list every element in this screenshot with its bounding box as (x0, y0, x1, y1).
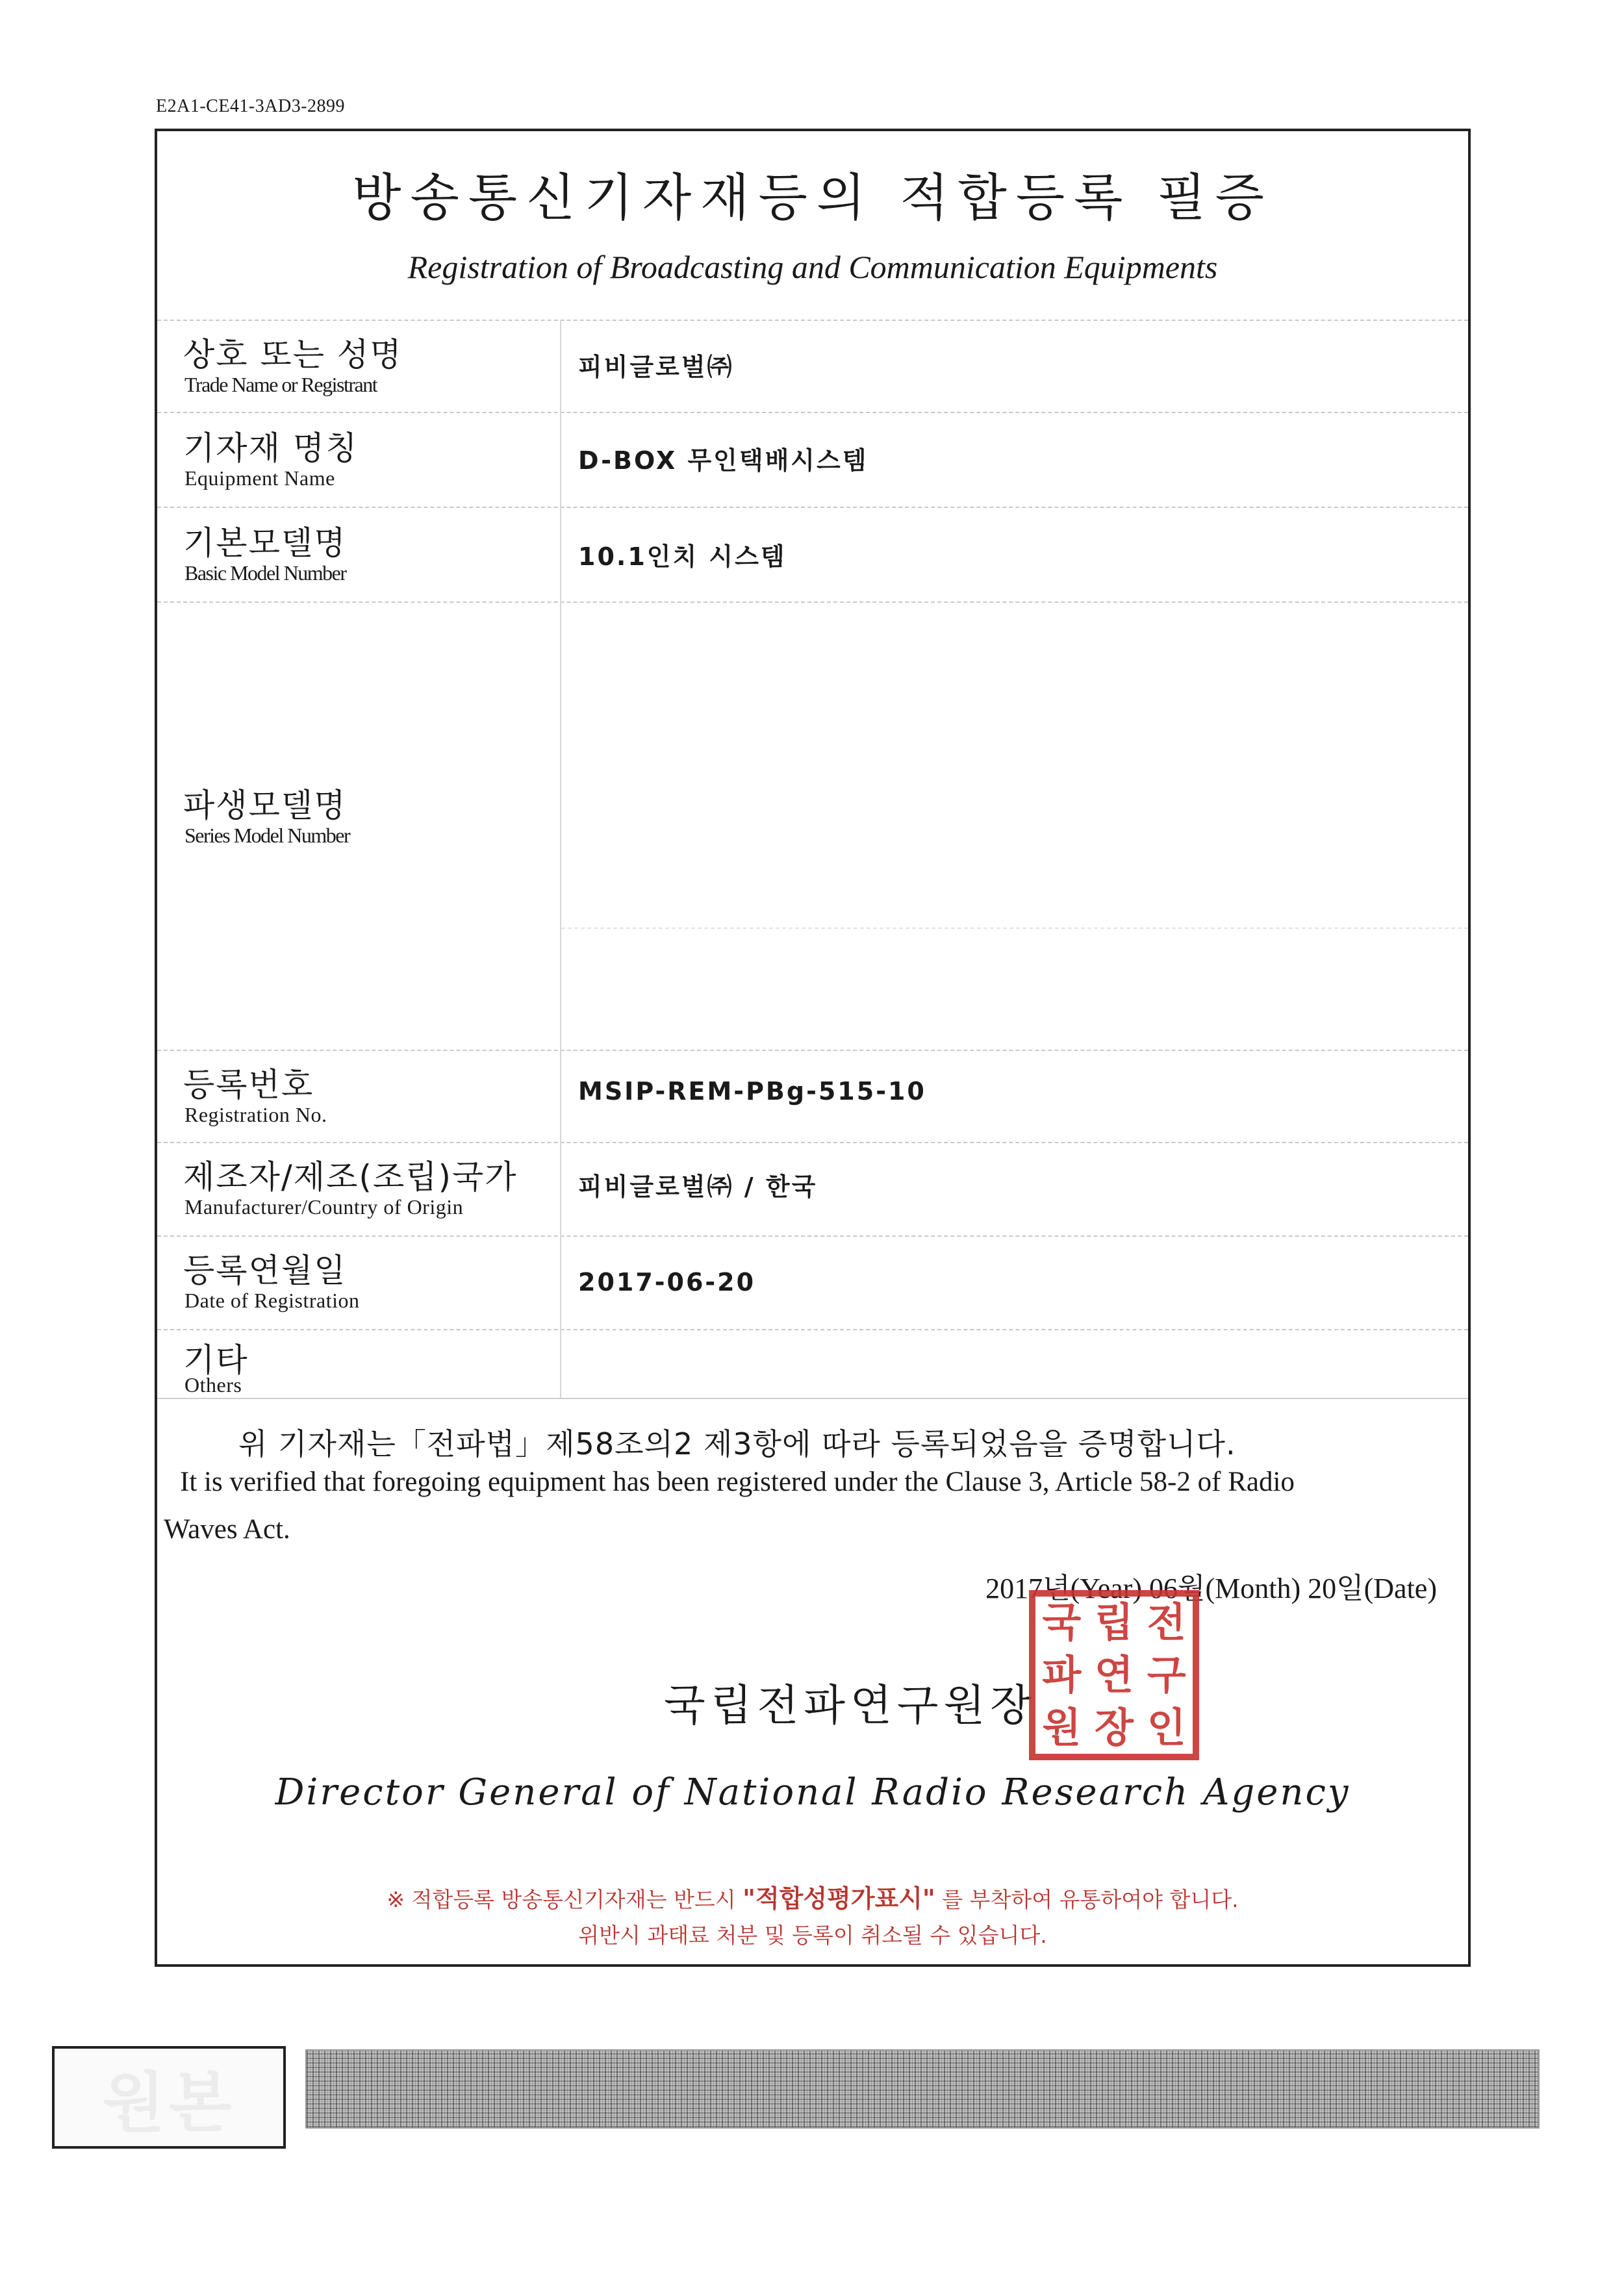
value-registration-date: 2017-06-20 (578, 1268, 756, 1296)
row-trade-name (157, 320, 1468, 412)
value-manufacturer: 피비글로벌㈜ / 한국 (578, 1172, 818, 1201)
value-equipment-name: D-BOX 무인택배시스템 (578, 446, 869, 475)
label-en: Series Model Number (184, 824, 350, 847)
seal-char: 전 (1147, 1599, 1186, 1647)
label-cell (157, 1143, 561, 1235)
seal-char: 인 (1147, 1703, 1186, 1751)
label-ko: 기자재 명칭 (183, 429, 359, 467)
notice-emphasis: "적합성평가표시" (742, 1884, 935, 1913)
certification-ko: 위 기자재는「전파법」제58조의2 제3항에 따라 등록되었음을 증명합니다. (238, 1426, 1236, 1461)
issue-date: 2017년(Year) 06월(Month) 20일(Date) (985, 1573, 1437, 1604)
label-ko: 기본모델명 (183, 524, 347, 562)
original-stamp-box (52, 2046, 286, 2149)
value-registration-no: MSIP-REM-PBg-515-10 (578, 1077, 926, 1106)
label-en: Others (184, 1373, 242, 1397)
notice-part1: ※ 적합등록 방송통신기자재는 반드시 (387, 1887, 736, 1912)
notice-part2: 를 부착하여 유통하여야 합니다. (942, 1887, 1239, 1912)
certification-en-line1: It is verified that foregoing equipment has been registered under the Clause 3, Article 58-2 of Radio (180, 1467, 1295, 1497)
row-registration-date (157, 1235, 1468, 1329)
seal-char: 국 (1042, 1599, 1082, 1647)
value-basic-model: 10.1인치 시스템 (578, 542, 787, 571)
certificate-frame (155, 129, 1471, 1967)
label-en: Registration No. (184, 1103, 327, 1126)
label-en: Manufacturer/Country of Origin (184, 1195, 464, 1219)
label-en: Trade Name or Registrant (184, 373, 377, 396)
row-equipment-name (157, 412, 1468, 507)
label-ko: 파생모델명 (183, 787, 347, 824)
title-english: Registration of Broadcasting and Communication Equipments (407, 249, 1218, 285)
notice-line1 (157, 1878, 1468, 1914)
label-ko: 상호 또는 성명 (183, 336, 403, 373)
label-cell (157, 1051, 561, 1142)
label-ko: 기타 (183, 1341, 249, 1379)
security-pattern-strip (305, 2049, 1540, 2129)
table-bottom-line (157, 1398, 1468, 1399)
seal-char: 파 (1042, 1650, 1082, 1699)
value-trade-name: 피비글로벌㈜ (578, 353, 734, 381)
label-cell (157, 603, 561, 1050)
label-en: Date of Registration (184, 1289, 360, 1312)
label-en: Equipment Name (184, 466, 335, 490)
label-ko: 등록번호 (183, 1066, 314, 1104)
official-seal (1029, 1590, 1199, 1760)
row-manufacturer (157, 1142, 1468, 1235)
label-ko: 제조자/제조(조립)국가 (183, 1158, 518, 1196)
row-basic-model (157, 507, 1468, 601)
issuer-english: Director General of National Radio Research Agency (275, 1771, 1351, 1814)
seal-char: 원 (1042, 1703, 1082, 1751)
row-others (157, 1329, 1468, 1398)
label-ko: 등록연월일 (183, 1252, 347, 1289)
label-cell (157, 508, 561, 601)
row-series-model (157, 601, 1468, 1050)
label-cell (157, 1237, 561, 1329)
notice-line2: 위반시 과태료 처분 및 등록이 취소될 수 있습니다. (578, 1923, 1047, 1948)
stamp-box-text: 원본 (102, 2065, 236, 2141)
document-id: E2A1-CE41-3AD3-2899 (156, 96, 346, 116)
label-cell (157, 1330, 561, 1398)
seal-char: 연 (1095, 1650, 1134, 1699)
label-cell (157, 413, 561, 507)
certification-en-line2: Waves Act. (164, 1514, 290, 1545)
inner-divider (561, 928, 1468, 929)
label-cell (157, 321, 561, 412)
label-en: Basic Model Number (184, 561, 346, 585)
issuer-korean: 국립전파연구원장 (664, 1680, 1037, 1730)
seal-char: 장 (1095, 1703, 1134, 1751)
seal-char: 립 (1095, 1599, 1134, 1647)
row-registration-no (157, 1050, 1468, 1142)
seal-char: 구 (1147, 1650, 1186, 1699)
title-korean: 방송통신기자재등의 적합등록 필증 (352, 169, 1273, 227)
